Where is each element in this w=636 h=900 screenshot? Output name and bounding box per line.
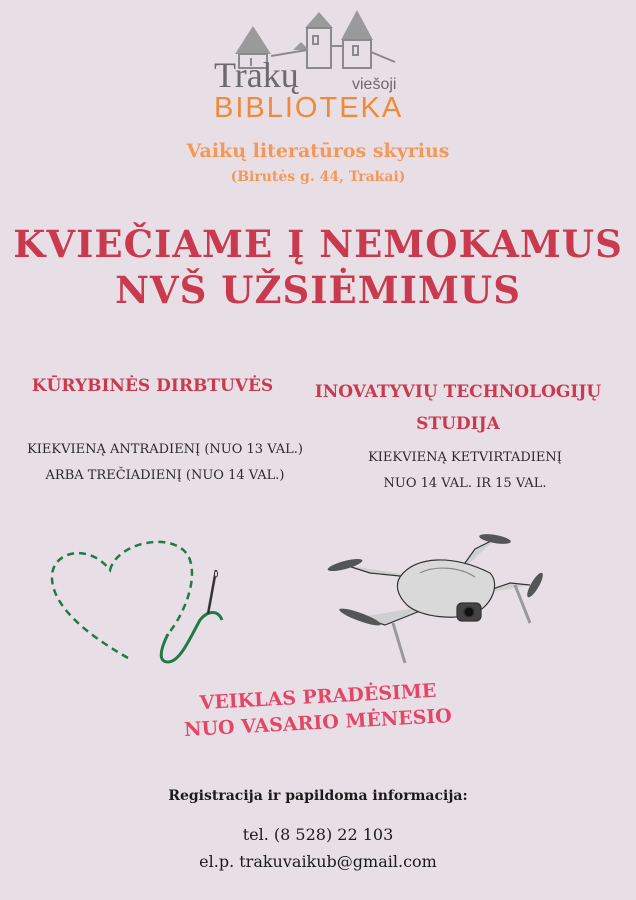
workshop-title-tech xyxy=(298,376,618,440)
contact-email: el.p. trakuvaikub@gmail.com xyxy=(199,852,437,871)
workshop-tech-schedule-1: KIEKVIENĄ KETVIRTADIENĮ xyxy=(368,450,562,465)
start-notice-line-2: NUO VASARIO MĖNESIO xyxy=(183,705,453,741)
headline-line-1: KVIEČIAME Į NEMOKAMUS xyxy=(13,222,623,266)
workshop-tech-title-line-2: STUDIJA xyxy=(416,414,500,434)
headline-line-2: NVŠ UŽSIĖMIMUS xyxy=(115,268,521,312)
start-notice-line-1: VEIKLAS PRADĖSIME xyxy=(199,679,437,715)
logo-name-main: Trakų xyxy=(214,55,299,95)
workshop-tech-schedule-2: NUO 14 VAL. IR 15 VAL. xyxy=(383,476,547,491)
registration-label: Registracija ir papildoma informacija: xyxy=(168,788,468,804)
drone-icon xyxy=(325,525,555,670)
logo-name-bottom: BIBLIOTEKA xyxy=(214,92,404,124)
workshop-tech-title-line-1: INOVATYVIŲ TECHNOLOGIJŲ xyxy=(314,382,602,402)
logo-name-sub: viešoji xyxy=(352,76,397,93)
workshop-title-creative: KŪRYBINĖS DIRBTUVĖS xyxy=(31,376,274,396)
department-name: Vaikų literatūros skyrius xyxy=(186,140,450,162)
contact-phone: tel. (8 528) 22 103 xyxy=(242,825,394,844)
workshop-creative-schedule-1: KIEKVIENĄ ANTRADIENĮ (NUO 13 VAL.) xyxy=(27,442,303,457)
heart-stitch-icon xyxy=(40,530,250,670)
workshop-creative-schedule-2: ARBA TREČIADIENĮ (NUO 14 VAL.) xyxy=(45,468,285,483)
needle-icon xyxy=(208,570,218,614)
department-address: (Birutės g. 44, Trakai) xyxy=(230,169,406,185)
